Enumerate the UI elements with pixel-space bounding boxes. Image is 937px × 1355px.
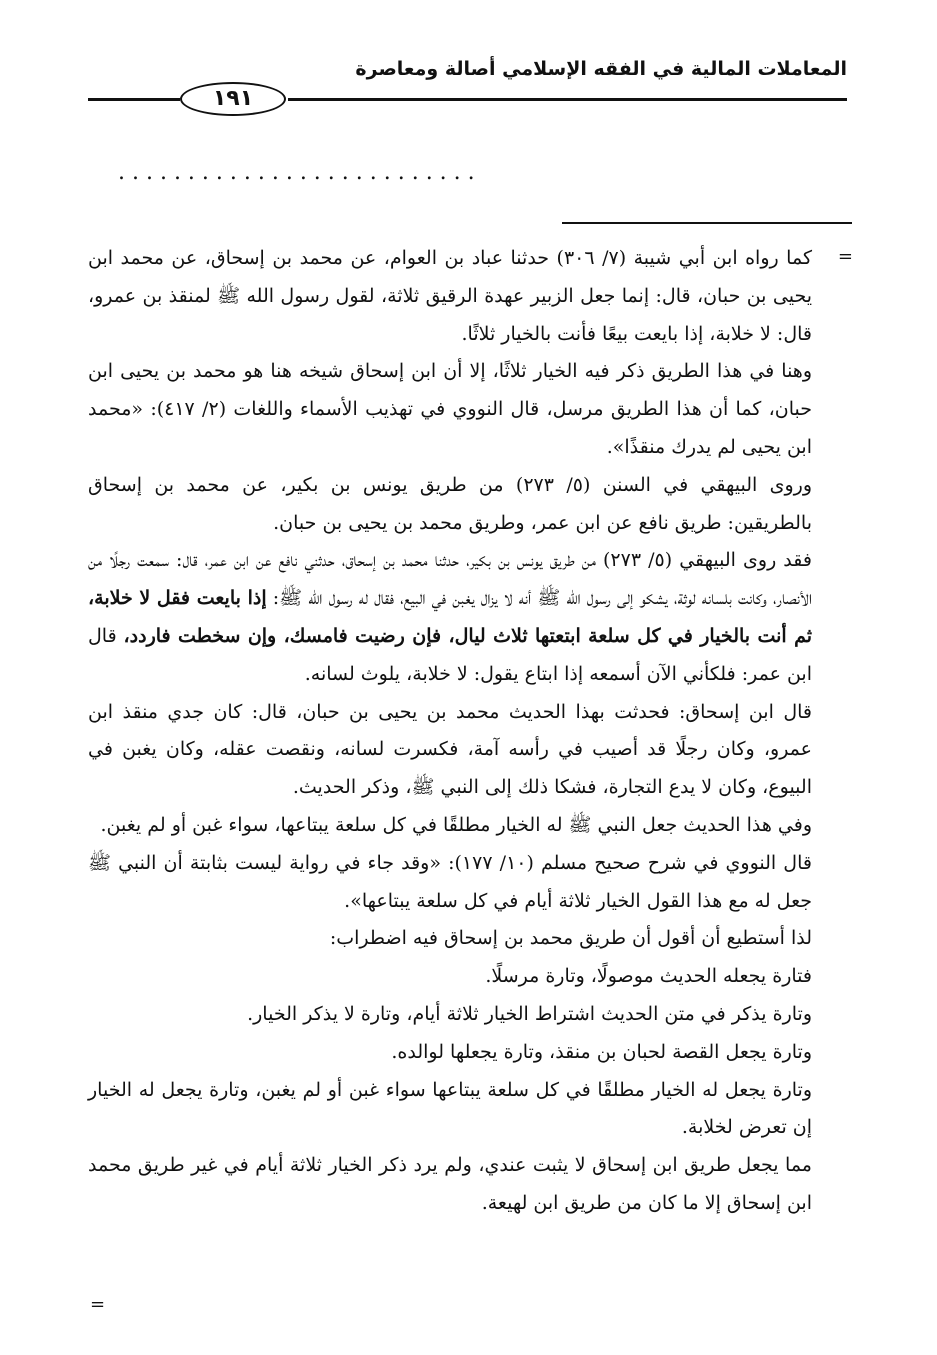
footnote-paragraph: وفي هذا الحديث جعل النبي ﷺ له الخيار مطلقًا في كل سلعة يبتاعها، سواء غبن أو لم يغبن. [100,813,812,836]
footnote-paragraph: وتارة يجعل القصة لحبان بن منقذ، وتارة يجعلها لوالده. [391,1040,812,1063]
footnote-paragraph: مما يجعل طريق ابن إسحاق لا يثبت عندي، ولم يرد ذكر الخيار ثلاثة أيام في غير طريق محمد ابن إسحاق إلا ما كان من طريق ابن لهيعة. [88,1154,812,1214]
running-title: المعاملات المالية في الفقه الإسلامي أصالة ومعاصرة [355,58,847,80]
footnote-paragraph: وتارة يذكر في متن الحديث اشتراط الخيار ثلاثة أيام، وتارة لا يذكر الخيار. [247,1002,812,1025]
footnote-body [88,240,812,1223]
footnote-paragraph: قال النووي في شرح صحيح مسلم (١٠/ ١٧٧): «وقد جاء في رواية ليست بثابتة أن النبي ﷺ جعل له مع هذا القول الخيار ثلاثة أيام في كل سلعة يبتاعها». [88,851,812,912]
footnote-paragraph: فتارة يجعله الحديث موصولًا، وتارة مرسلًا. [485,965,812,988]
footnote-paragraph: وتارة يجعل له الخيار مطلقًا في كل سلعة يبتاعها سواء غبن أو لم يغبن، وتارة يجعل له الخيار إن تعرض لخلابة. [88,1078,812,1139]
ellipsis-separator: . . . . . . . . . . . . . . . . . . . . . . . . . . [118,160,475,185]
page-number: ١٩١ [180,82,286,116]
header-rule [88,98,180,101]
footnote-rule [562,222,852,224]
footnote-paragraph: قال ابن إسحاق: فحدثت بهذا الحديث محمد بن يحيى بن حبان، قال: كان جدي منقذ ابن عمرو، وكان رجلًا قد أصيب في رأسه آمة، فكسرت لسانه، ونقصت عقله، وكان يغبن في البيوع، وكان لا يدع التجارة، فشكا ذلك إلى النبي ﷺ، وذكر الحديث. [88,700,812,799]
page-header [60,58,847,118]
footnote-paragraph: وروى البيهقي في السنن (٥/ ٢٧٣) من طريق يونس بن بكير، عن محمد بن إسحاق بالطريقين: طريق نافع عن ابن عمر، وطريق محمد بن يحيى بن حبان. [88,473,812,534]
header-rule [288,98,847,101]
continuation-mark: = [90,1294,106,1315]
footnote-paragraph [88,542,812,693]
continuation-mark: = [837,246,853,267]
hadith-quote: إذا بايعت فقل لا خلابة، ثم أنت بالخيار في كل سلعة ابتعتها ثلاث ليال، فإن رضيت فامسك، وإن سخطت فاردد، [88,587,812,647]
footnote-paragraph: كما رواه ابن أبي شيبة (٧/ ٣٠٦) حدثنا عباد بن العوام، عن محمد بن إسحاق، عن محمد ابن يحيى بن حبان، قال: إنما جعل الزبير عهدة الرقيق ثلاثة، لقول رسول الله ﷺ لمنقذ بن عمرو، قال: لا خلابة، إذا بايعت بيعًا فأنت بالخيار ثلاثًا. [88,247,812,345]
footnote-text: قال ابن عمر: فلكأني الآن أسمعه إذا ابتاع يقول: لا خلابة، يلوث لسانه. [88,624,812,685]
footnote-text: فقد روى البيهقي (٥/ ٢٧٣) من طريق يونس بن بكير، حدثنا محمد بن إسحاق، حدثني نافع عن ابن عمر، قال: سمعت رجلًا من الأنصار، وكانت بلسانه لوثة، يشكو إلى رسول الله ﷺ أنه لا يزال يغبن في البيع، فقال له رسول الله ﷺ: [88,549,813,610]
footnote-paragraph: لذا أستطيع أن أقول أن طريق محمد بن إسحاق فيه اضطراب: [329,927,812,950]
footnote-paragraph: وهنا في هذا الطريق ذكر فيه الخيار ثلاثًا، إلا أن ابن إسحاق شيخه هنا هو محمد بن يحيى ابن حبان، كما أن هذا الطريق مرسل، قال النووي في تهذيب الأسماء واللغات (٢/ ٤١٧): «محمد ابن يحيى لم يدرك منقذًا». [88,360,812,458]
